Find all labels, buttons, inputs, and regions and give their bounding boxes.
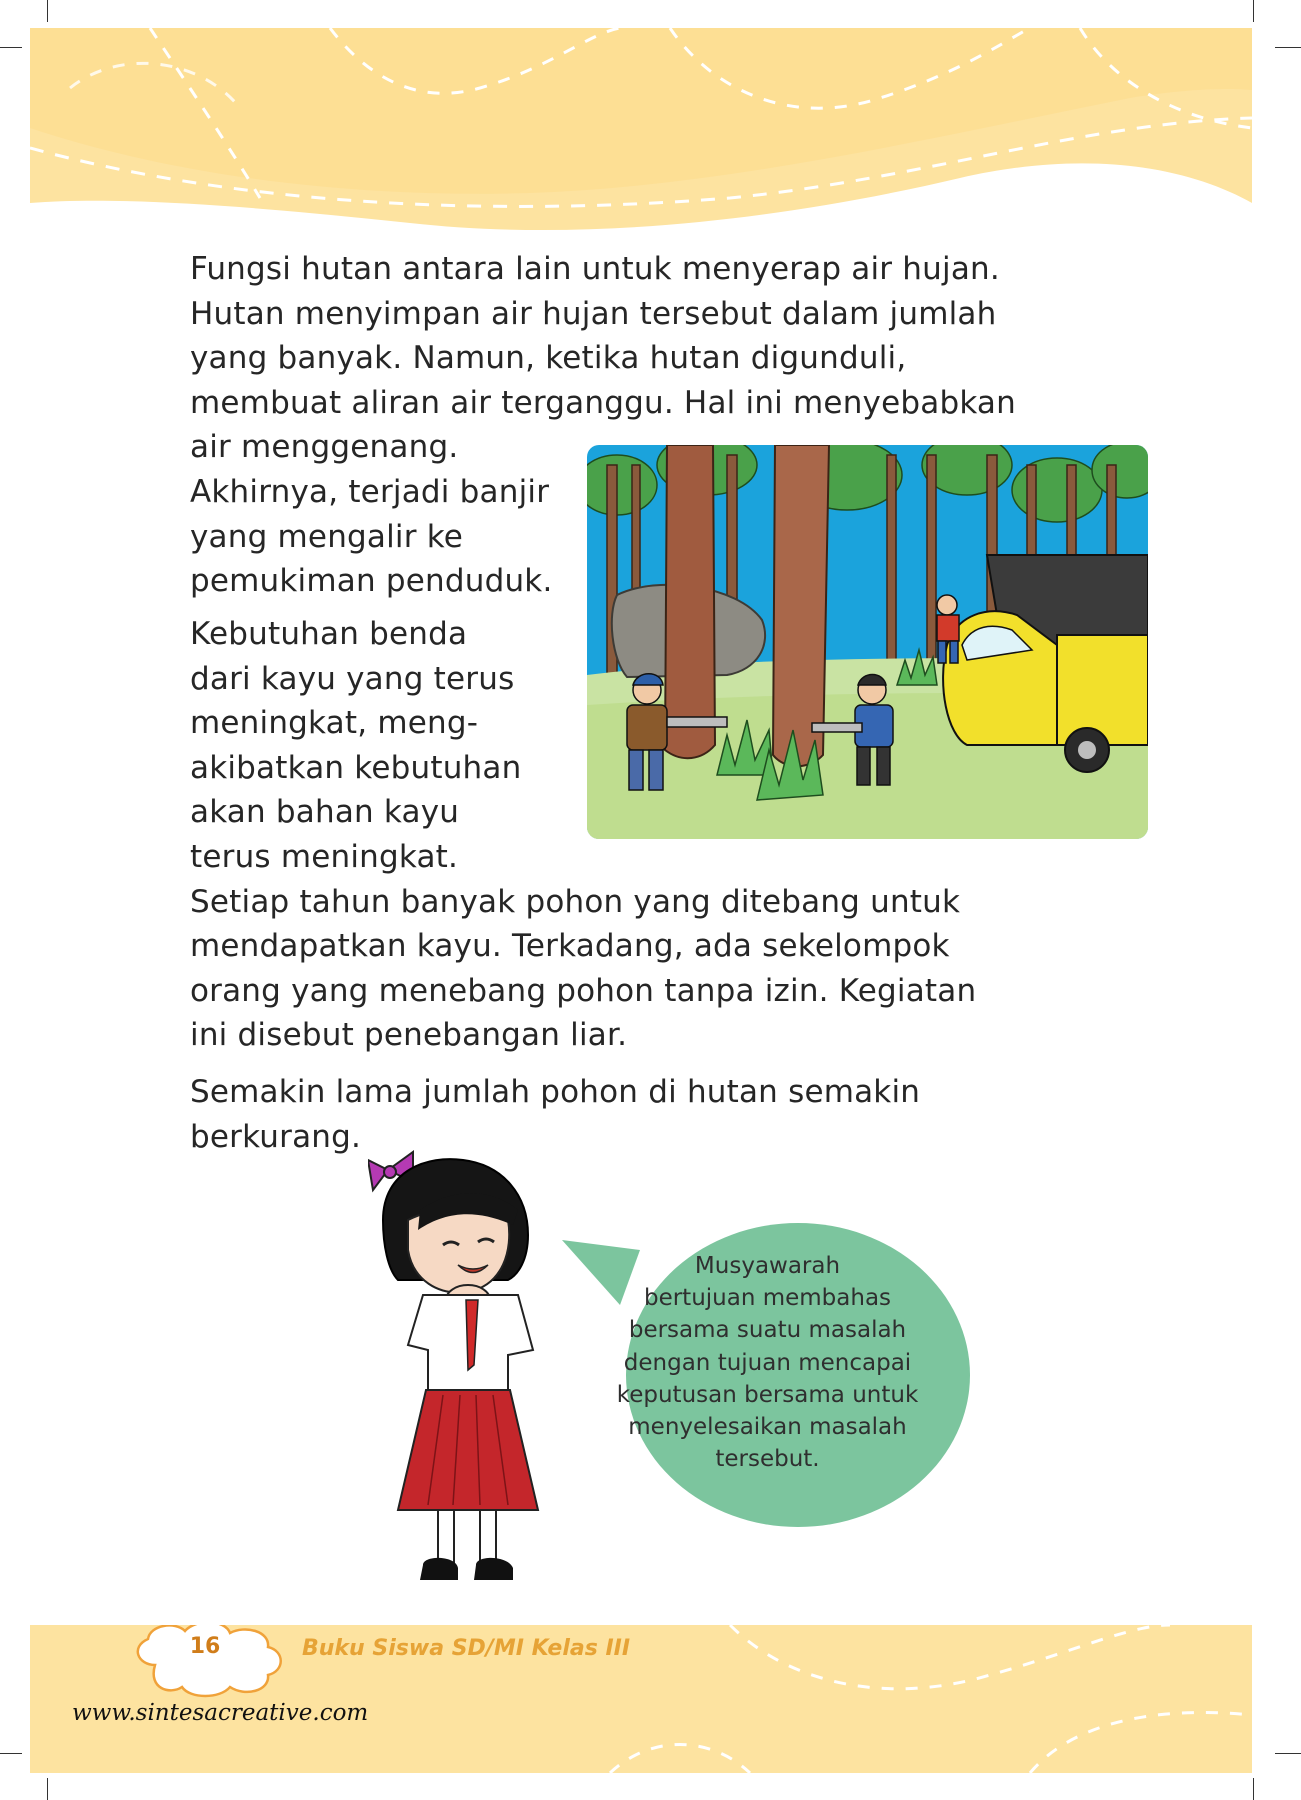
text-line: terus meningkat. [190, 838, 459, 875]
footer-website: www.sintesacreative.com [72, 1700, 369, 1726]
text-line: meningkat, meng- [190, 705, 479, 742]
text-line: akan bahan kayu [190, 794, 460, 831]
text-line: Akhirnya, terjadi banjir [190, 473, 550, 510]
text-line: membuat aliran air terganggu. Hal ini menyebabkan [190, 384, 1016, 421]
footer-book-title: Buku Siswa SD/MI Kelas III [302, 1636, 631, 1661]
crop-mark-bottom-left-v [47, 1778, 48, 1800]
text-line: Fungsi hutan antara lain untuk menyerap air hujan. [190, 251, 1000, 287]
crop-mark-top-left-h [0, 47, 22, 48]
text-line: Kebutuhan benda [190, 616, 468, 652]
paragraph-3 [190, 1070, 920, 1159]
deforestation-illustration [587, 445, 1148, 839]
crop-mark-bottom-right-v [1253, 1778, 1254, 1800]
text-line: ini disebut penebangan liar. [190, 1017, 628, 1054]
speech-bubble-text [610, 1250, 925, 1475]
text-line: orang yang menebang pohon tanpa izin. Kegiatan [190, 972, 977, 1009]
bubble-line: bertujuan membahas [643, 1285, 892, 1312]
text-line: pemukiman penduduk. [190, 563, 553, 600]
crop-mark-top-right-v [1253, 0, 1254, 22]
bubble-line: Musyawarah [694, 1253, 841, 1279]
bubble-line: dengan tujuan mencapai [623, 1349, 912, 1376]
bubble-line: keputusan bersama untuk [616, 1381, 919, 1408]
text-line: akibatkan kebutuhan [190, 749, 522, 786]
text-line: Hutan menyimpan air hujan tersebut dalam jumlah [190, 295, 997, 332]
text-line: air menggenang. [190, 429, 459, 466]
crop-mark-bottom-left-h [0, 1753, 22, 1754]
bubble-line: menyelesaikan masalah [628, 1414, 907, 1441]
page-number: 16 [189, 1634, 221, 1659]
text-line: yang banyak. Namun, ketika hutan digunduli, [190, 340, 907, 377]
text-line: mendapatkan kayu. Terkadang, ada sekelompok [190, 928, 950, 965]
text-line: berkurang. [190, 1118, 362, 1155]
text-line: dari kayu yang terus [190, 660, 515, 697]
crop-mark-bottom-right-h [1275, 1753, 1301, 1754]
crop-mark-top-left-v [47, 0, 48, 22]
text-line: Semakin lama jumlah pohon di hutan semakin [190, 1074, 921, 1110]
crop-mark-top-right-h [1275, 47, 1301, 48]
text-line: yang mengalir ke [190, 518, 464, 555]
text-line: Setiap tahun banyak pohon yang ditebang untuk [190, 883, 961, 920]
bubble-line: tersebut. [715, 1446, 820, 1473]
bubble-line: bersama suatu masalah [628, 1317, 907, 1344]
header-decorative-band [30, 28, 1252, 238]
student-girl-character [368, 1150, 578, 1600]
